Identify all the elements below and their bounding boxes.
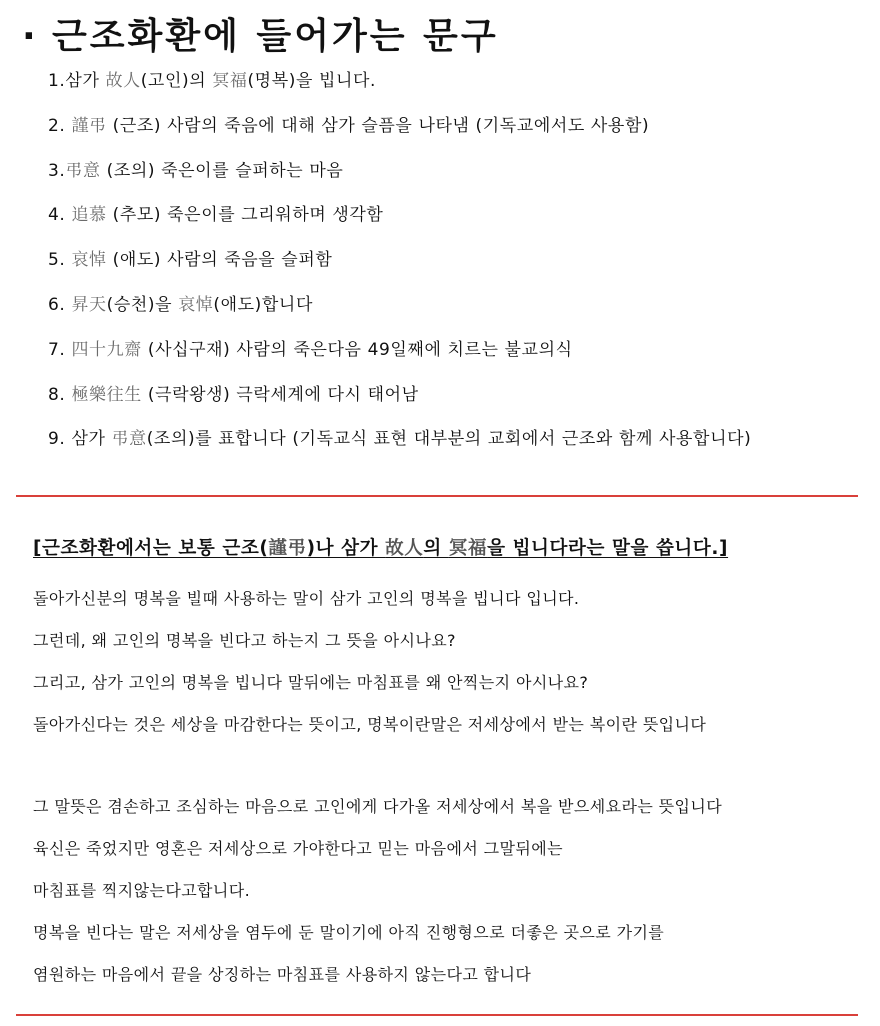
paragraph-line: 육신은 죽었지만 영혼은 저세상으로 가야한다고 믿는 마음에서 그말뒤에는 xyxy=(33,839,563,858)
list-item: 9. 삼가 弔意(조의)를 표합니다 (기독교식 표현 대부분의 교회에서 근조와 함께 사용합니다) xyxy=(48,429,752,450)
hanja-text: 故人 xyxy=(105,71,141,91)
section-divider xyxy=(16,1014,858,1016)
hanja-text: 弔意 xyxy=(65,160,101,181)
hanja-text: 追慕 xyxy=(71,205,107,226)
paragraph-line: 그런데, 왜 고인의 명복을 빈다고 하는지 그 뜻을 아시나요? xyxy=(33,631,456,650)
list-item-number: 6. xyxy=(48,294,72,315)
hanja-text: 謹弔 xyxy=(268,538,307,559)
paragraph-line: 돌아가신다는 것은 세상을 마감한다는 뜻이고, 명복이란말은 저세상에서 받는 복이란 뜻입니다 xyxy=(33,715,707,734)
list-item: 7. 四十九齋 (사십구재) 사람의 죽은다음 49일째에 치르는 불교의식 xyxy=(48,339,573,360)
list-item-number: 1. xyxy=(48,71,66,91)
hanja-text: 冥福 xyxy=(448,538,488,559)
list-item: 5. 哀悼 (애도) 사람의 죽음을 슬퍼함 xyxy=(48,250,333,271)
list-item-number: 4. xyxy=(48,205,72,226)
list-item: 1.삼가 故人(고인)의 冥福(명복)을 빕니다. xyxy=(48,71,377,91)
explanation-paragraph-2 xyxy=(33,792,863,1002)
section-heading: [근조화환에서는 보통 근조(謹弔)나 삼가 故人의 冥福을 빕니다라는 말을 씁니다.] xyxy=(33,538,729,559)
hanja-text: 冥福 xyxy=(212,71,248,91)
list-item-number: 8. xyxy=(48,384,72,405)
hanja-text: 哀悼 xyxy=(71,250,107,271)
list-item-number: 2. xyxy=(48,115,72,136)
paragraph-line: 그 말뜻은 겸손하고 조심하는 마음으로 고인에게 다가올 저세상에서 복을 받으세요라는 뜻입니다 xyxy=(33,797,723,816)
page-title xyxy=(22,8,499,59)
hanja-text: 謹弔 xyxy=(71,115,107,136)
paragraph-line: 그리고, 삼가 고인의 명복을 빕니다 말뒤에는 마침표를 왜 안찍는지 아시나요? xyxy=(33,673,589,692)
title-text: 근조화환에 들어가는 문구 xyxy=(52,16,499,57)
list-item-number: 7. xyxy=(48,339,72,360)
title-bullet: · xyxy=(22,16,39,57)
list-item: 2. 謹弔 (근조) 사람의 죽음에 대해 삼가 슬픔을 나타냄 (기독교에서도 사용함) xyxy=(48,115,650,136)
list-item: 4. 追慕 (추모) 죽은이를 그리워하며 생각함 xyxy=(48,205,384,226)
section-divider xyxy=(16,495,858,497)
paragraph-line: 돌아가신분의 명복을 빌때 사용하는 말이 삼가 고인의 명복을 빕니다 입니다. xyxy=(33,589,580,608)
phrase-list xyxy=(48,66,873,469)
hanja-text: 四十九齋 xyxy=(71,339,142,360)
hanja-text: 故人 xyxy=(385,538,424,559)
list-item: 6. 昇天(승천)을 哀悼(애도)합니다 xyxy=(48,294,313,315)
hanja-text: 極樂往生 xyxy=(71,384,142,405)
list-item: 8. 極樂往生 (극락왕생) 극락세계에 다시 태어남 xyxy=(48,384,419,405)
paragraph-line: 마침표를 찍지않는다고합니다. xyxy=(33,881,251,900)
list-item-number: 3. xyxy=(48,160,66,181)
paragraph-line: 명복을 빈다는 말은 저세상을 염두에 둔 말이기에 아직 진행형으로 더좋은 곳으로 가기를 xyxy=(33,923,665,942)
list-item: 3.弔意 (조의) 죽은이를 슬퍼하는 마음 xyxy=(48,160,344,181)
paragraph-line: 염원하는 마음에서 끝을 상징하는 마침표를 사용하지 않는다고 합니다 xyxy=(33,965,532,984)
hanja-text: 弔意 xyxy=(111,429,147,450)
hanja-text: 哀悼 xyxy=(178,294,214,315)
hanja-text: 昇天 xyxy=(71,294,107,315)
list-item-number: 9. xyxy=(48,429,72,450)
explanation-paragraph-1 xyxy=(33,584,863,752)
list-item-number: 5. xyxy=(48,250,72,271)
